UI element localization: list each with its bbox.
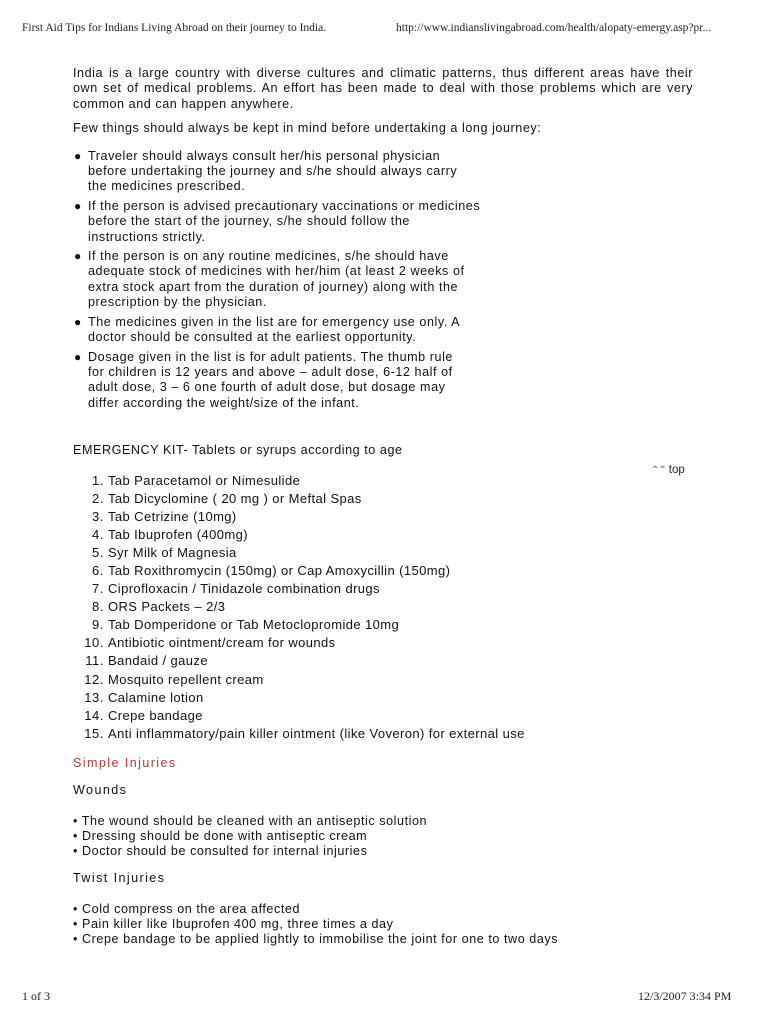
twist-injuries-list bbox=[73, 902, 693, 948]
list-item: 2. Tab Dicyclomine ( 20 mg ) or Meftal Spas bbox=[92, 490, 362, 506]
bullet-icon: ● bbox=[74, 349, 82, 364]
bullet-icon: ● bbox=[74, 249, 82, 264]
back-to-top-link[interactable] bbox=[651, 464, 685, 476]
list-item: 9. Tab Domperidone or Tab Metoclopromide 10mg bbox=[92, 617, 400, 633]
bullet-icon: ● bbox=[74, 198, 82, 213]
list-item: ● If the person is on any routine medicines, s/he should have adequate stock of medicines with her/him (at least 2 weeks of extra stock apart from the duration of journey) along with the prescription by the physician. bbox=[74, 249, 465, 310]
footer-timestamp: 12/3/2007 3:34 PM bbox=[638, 989, 732, 1003]
list-item: 10. Antibiotic ointment/cream for wounds bbox=[84, 635, 336, 651]
travel-tips-list bbox=[73, 149, 693, 412]
list-item: • Crepe bandage to be applied lightly to immobilise the joint for one to two days bbox=[73, 932, 559, 947]
list-item: 7. Ciprofloxacin / Tinidazole combination drugs bbox=[92, 581, 380, 597]
list-item: 6. Tab Roxithromycin (150mg) or Cap Amoxycillin (150mg) bbox=[92, 563, 451, 578]
list-item: 15. Anti inflammatory/pain killer ointment (like Voveron) for external use bbox=[84, 725, 525, 741]
list-item: 5. Syr Milk of Magnesia bbox=[92, 544, 237, 560]
header-url: http://www.indianslivingabroad.com/health/alopaty-emergy.asp?pr... bbox=[396, 22, 712, 34]
list-item: ● If the person is advised precautionary vaccinations or medicines before the start of the journey, s/he should follow the instructions strictly. bbox=[74, 198, 481, 244]
list-item: 1. Tab Paracetamol or Nimesulide bbox=[92, 472, 301, 488]
twist-injuries-heading: Twist Injuries bbox=[73, 871, 166, 886]
list-item: ● Dosage given in the list is for adult patients. The thumb rule for children is 12 years and above – adult dose, 6-12 half of adult dose, 3 – 6 one fourth of adult dose, but dosage may differ according the weight/size of the infant. bbox=[74, 349, 453, 410]
top-link-label: top bbox=[668, 464, 685, 476]
list-item: 12. Mosquito repellent cream bbox=[84, 671, 264, 687]
list-item: 4. Tab Ibuprofen (400mg) bbox=[92, 526, 248, 542]
simple-injuries-heading: Simple Injuries bbox=[73, 755, 177, 770]
wounds-list bbox=[73, 814, 693, 860]
list-item: • Doctor should be consulted for internal injuries bbox=[73, 844, 368, 859]
bullet-icon: ● bbox=[74, 314, 82, 329]
list-item: • Pain killer like Ibuprofen 400 mg, three times a day bbox=[73, 916, 394, 931]
list-item: • The wound should be cleaned with an antiseptic solution bbox=[73, 813, 428, 828]
list-item: 8. ORS Packets – 2/3 bbox=[92, 599, 226, 615]
emergency-kit-heading: EMERGENCY KIT- Tablets or syrups according to age bbox=[73, 443, 403, 458]
double-chevron-up-icon: ⌃⌃ bbox=[651, 465, 666, 476]
emergency-kit-list bbox=[69, 472, 693, 743]
few-things-paragraph: Few things should always be kept in mind before undertaking a long journey: bbox=[73, 121, 542, 136]
article-body bbox=[73, 66, 693, 947]
intro-paragraph: India is a large country with diverse cultures and climatic patterns, thus different areas have their own set of medical problems. An effort has been made to deal with those problems which are very common and can happen anywhere. bbox=[73, 66, 693, 111]
footer-page-count: 1 of 3 bbox=[22, 989, 50, 1003]
bullet-icon: ● bbox=[74, 148, 82, 163]
list-item: • Dressing should be done with antiseptic cream bbox=[73, 828, 368, 843]
list-item: 3. Tab Cetrizine (10mg) bbox=[92, 508, 237, 524]
wounds-heading: Wounds bbox=[73, 783, 128, 798]
list-item: 14. Crepe bandage bbox=[84, 707, 203, 723]
list-item: ● Traveler should always consult her/his personal physician before undertaking the journey and s/he should always carry the medicines prescribed. bbox=[74, 148, 458, 194]
list-item: ● The medicines given in the list are for emergency use only. A doctor should be consulted at the earliest opportunity. bbox=[74, 314, 461, 345]
list-item: 11. Bandaid / gauze bbox=[85, 653, 208, 669]
list-item: • Cold compress on the area affected bbox=[73, 901, 300, 916]
header-page-title: First Aid Tips for Indians Living Abroad on their journey to India. bbox=[22, 22, 327, 34]
list-item: 13. Calamine lotion bbox=[84, 689, 204, 705]
